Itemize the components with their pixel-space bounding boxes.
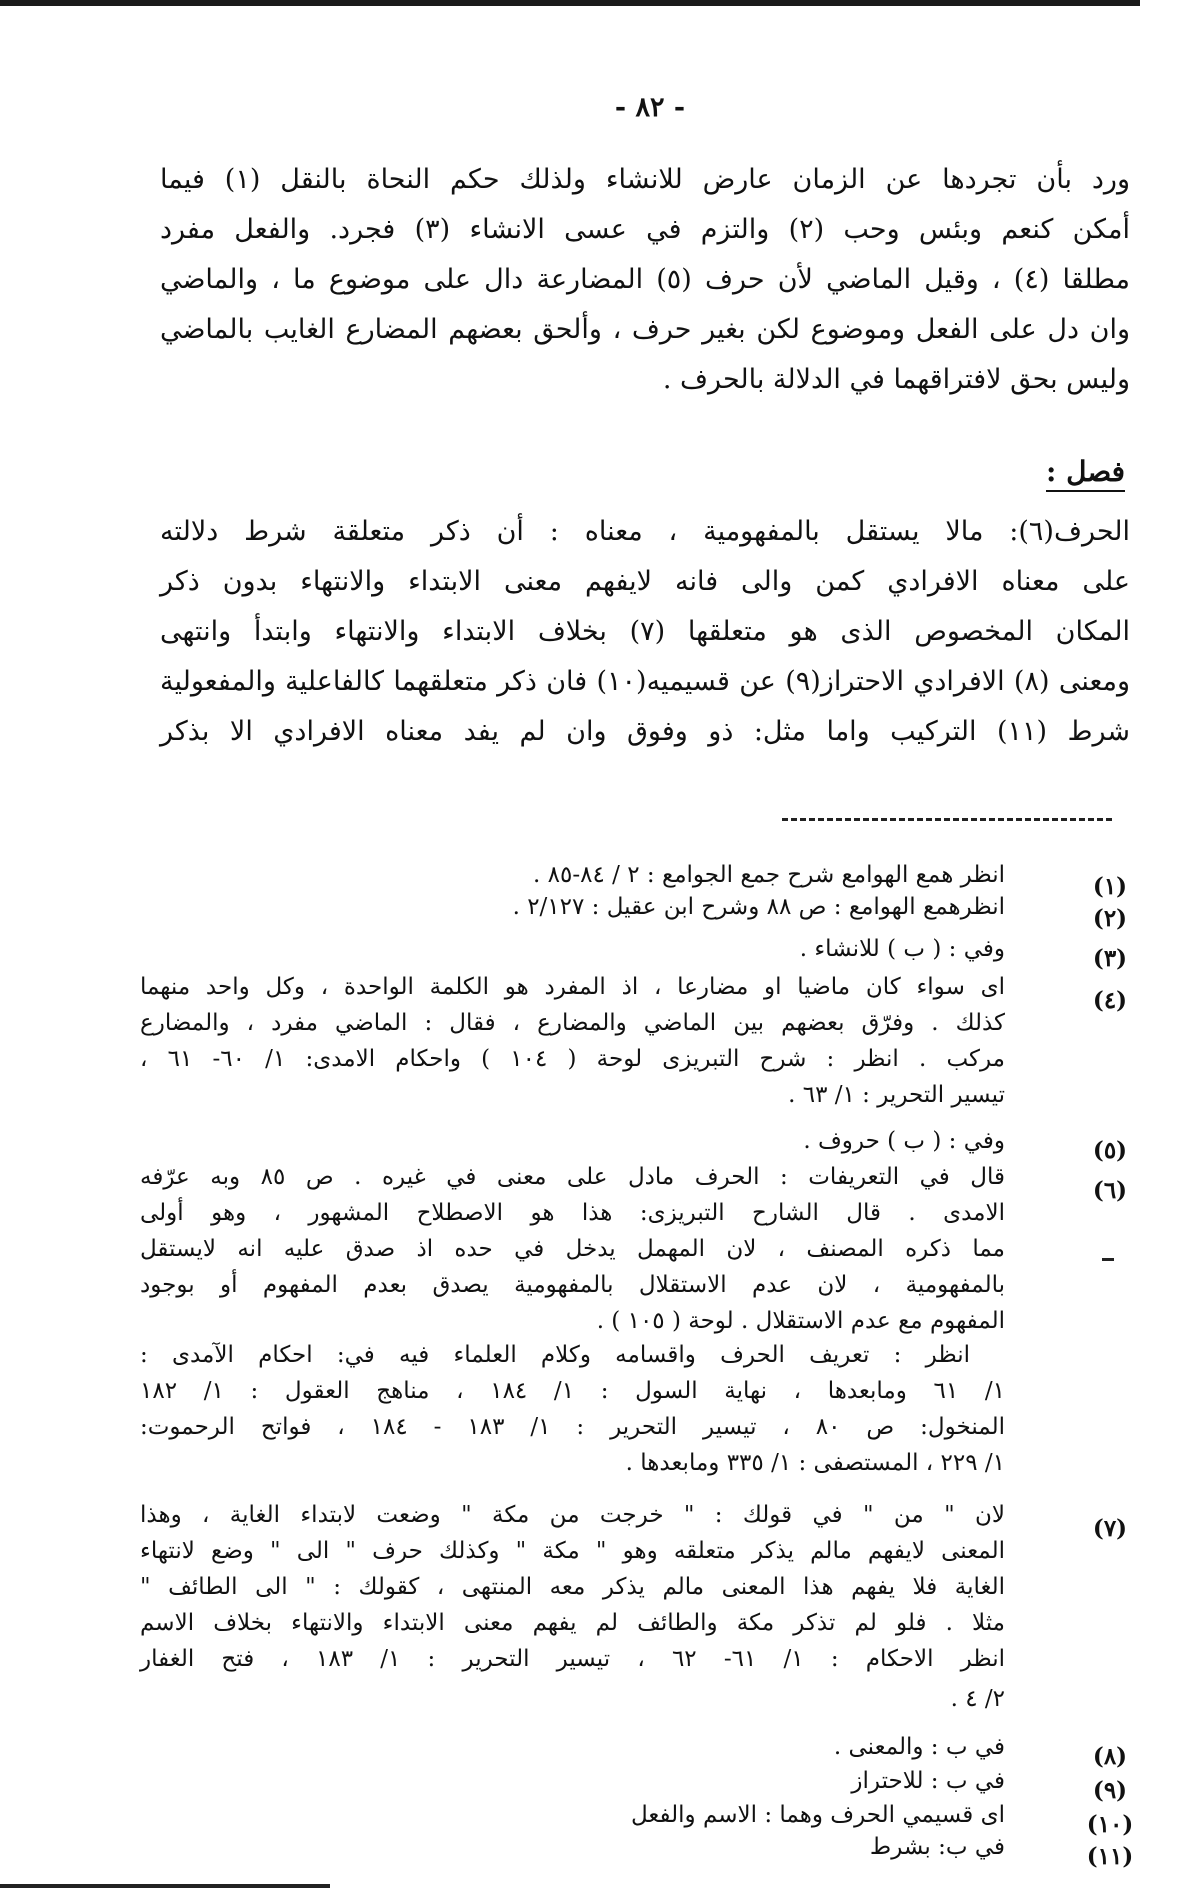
page-number: - ٨٢ - [614,92,686,123]
footnote-line: مما ذكره المصنف ، لان المهمل يدخل في حده اذ صدق عليه انه لايستقل [140,1236,1005,1262]
footnote-number: (١) [1092,873,1128,900]
footnote [345,892,1005,922]
scan-edge-top [0,0,1200,6]
text-line: ورد بأن تجردها عن الزمان عارض للانشاء ولذلك حكم النحاة بالنقل (١) فيما [160,164,1130,195]
margin-dash-mark [1102,1258,1114,1261]
footnote-separator [782,818,1112,821]
footnote-line: انظر الاحكام : ١/ ٦١- ٦٢ ، تيسير التحرير : ١/ ١٨٣ ، فتح الغفار [140,1646,1005,1672]
footnote-line: بالمفهومية ، لان عدم الاستقلال بالمفهومية يصدق بعدم المفهوم أو بوجود [140,1272,1005,1298]
footnote [345,1800,1005,1830]
footnote [140,1500,1005,1720]
section-heading: فصل : [1046,455,1125,492]
paragraph-one [160,160,1130,420]
footnote-number: (٥) [1092,1137,1128,1164]
footnote [345,1126,1005,1156]
text-line: ومعنى (٨) الافرادي الاحتراز(٩) عن قسيميه(١٠) فان ذكر متعلقهما كالفاعلية والمفعولية [160,666,1131,697]
footnote-line: كذلك . وفرّق بعضهم بين الماضي والمضارع ، فقال : الماضي مفرد ، والمضارع [140,1010,1005,1036]
footnote-number: (١٠) [1086,1811,1134,1838]
footnote [345,1832,1005,1862]
footnote-line: في ب: بشرط [869,1834,1005,1860]
text-line: وليس بحق لافتراقهما في الدلالة بالحرف . [662,364,1130,395]
footnote-line: في ب : للاحتراز [851,1768,1005,1794]
text-line: مطلقا (٤) ، وقيل الماضي لأن حرف (٥) المضارعة دال على موضوع ما ، والماضي [160,264,1130,295]
footnote-line: انظر همع الهوامع شرح جمع الجوامع : ٢ / ٨٤-٨٥ . [533,862,1005,888]
text-line: على معناه الافرادي كمن والى فانه لايفهم معنى الابتداء والانتهاء بدون ذكر [160,566,1130,597]
footnote-line: اى قسيمي الحرف وهما : الاسم والفعل [631,1802,1005,1828]
footnote-line: تيسير التحرير : ١/ ٦٣ . [788,1082,1005,1108]
footnote [345,934,1005,964]
section-body [160,512,1130,772]
footnote-line: وفي : ( ب ) حروف . [803,1128,1005,1154]
text-line: الحرف(٦): مالا يستقل بالمفهومية ، معناه : أن ذكر متعلقة شرط دلالته [160,516,1130,547]
footnote-line: المنخول: ص ٨٠ ، تيسير التحرير : ١/ ١٨٣ - ١٨٤ ، فواتح الرحموت: [140,1414,1006,1440]
text-line: وان دل على الفعل وموضوع لكن بغير حرف ، وألحق بعضهم المضارع الغايب بالماضي [160,314,1130,345]
text-line: أمكن كنعم وبئس وحب (٢) والتزم في عسى الانشاء (٣) فجرد. والفعل مفرد [160,214,1131,245]
footnote-number: (٨) [1092,1743,1128,1770]
footnote [345,1732,1005,1762]
footnote-number: (٧) [1092,1515,1128,1542]
footnote [345,1766,1005,1796]
footnote [140,1162,1005,1492]
footnote-line: انظر : تعريف الحرف واقسامه وكلام العلماء فيه في: احكام الآمدى : [140,1342,970,1368]
footnote-line: وفي : ( ب ) للانشاء . [799,936,1005,962]
footnote-line: لان " من " في قولك : " خرجت من مكة " وضعت لابتداء الغاية ، وهذا [140,1502,1005,1528]
footnote-number: (٩) [1092,1777,1128,1804]
footnote-line: الامدى . قال الشارح التبريزى: هذا هو الاصطلاح المشهور ، وهو أولى [140,1200,1005,1226]
scan-edge-bottom [0,1884,330,1888]
text-line: شرط (١١) التركيب واما مثل: ذو وفوق وان لم يفد معناه الافرادي الا بذكر [160,716,1131,747]
footnote-line: الغاية فلا يفهم هذا المعنى مالم يذكر معه المنتهى ، كقولك : " الى الطائف " [140,1574,1005,1600]
footnote-line: في ب : والمعنى . [833,1734,1005,1760]
footnote-line: مركب . انظر : شرح التبريزى لوحة ( ١٠٤ ) واحكام الامدى: ١/ ٦٠- ٦١ ، [140,1046,1006,1072]
footnote-number: (٦) [1092,1177,1128,1204]
footnote-number: (٤) [1092,987,1128,1014]
footnote-line: المعنى لايفهم مالم يذكر متعلقه وهو " مكة " وكذلك حرف " الى " وضع لانتهاء [140,1538,1005,1564]
footnote-line: قال في التعريفات : الحرف مادل على معنى في غيره . ص ٨٥ وبه عرّفه [140,1164,1006,1190]
footnote-line: المفهوم مع عدم الاستقلال . لوحة ( ١٠٥ ) . [596,1308,1005,1334]
footnote-line: ٢/ ٤ . [950,1686,1005,1712]
footnote [345,860,1005,890]
footnote [140,972,1005,1112]
footnote-number: (١١) [1086,1843,1134,1870]
footnote-line: اى سواء كان ماضيا او مضارعا ، اذ المفرد هو الكلمة الواحدة ، وكل واحد منهما [140,974,1005,1000]
footnote-line: انظرهمع الهوامع : ص ٨٨ وشرح ابن عقيل : ٢/١٢٧ . [512,894,1005,920]
footnote-line: ١/ ٢٢٩ ، المستصفى : ١/ ٣٣٥ ومابعدها . [625,1450,1005,1476]
text-line: المكان المخصوص الذى هو متعلقها (٧) بخلاف الابتداء والانتهاء وابتدأ وانتهى [160,616,1130,647]
footnote-number: (٣) [1092,945,1128,972]
footnote-number: (٢) [1092,905,1128,932]
footnote-line: ١/ ٦١ ومابعدها ، نهاية السول : ١/ ١٨٤ ، مناهج العقول : ١/ ١٨٢ [140,1378,1005,1404]
footnote-line: مثلا . فلو لم تذكر مكة والطائف لم يفهم معنى الابتداء والانتهاء بخلاف الاسم [140,1610,1005,1636]
